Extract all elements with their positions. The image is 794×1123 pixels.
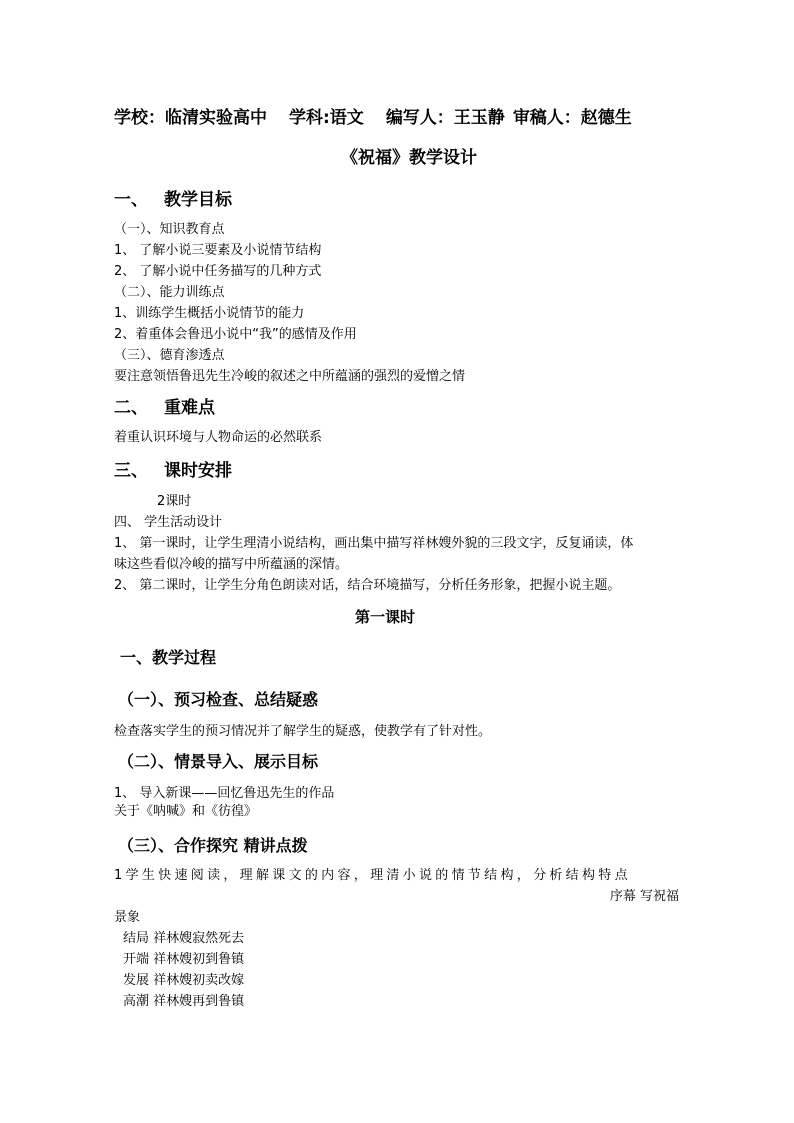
lesson-1-title: 第一课时 [355,608,416,626]
list-item: 1、 第一课时，让学生理清小说结构，画出集中描写祥林嫂外貌的三段文字，反复诵读，体 [114,536,634,551]
section-3-heading [114,461,232,481]
teaching-process-heading: 一、教学过程 [120,648,217,667]
section-1-heading [114,190,232,210]
list-item: 1、 导入新课——回忆鲁迅先生的作品 [114,786,335,801]
section-1-title: 教学目标 [164,190,232,210]
section-2-heading [114,398,215,418]
structure-item: 高潮 祥林嫂再到鲁镇 [123,994,245,1009]
list-item-continuation: 关于《呐喊》和《彷徨》 [114,804,258,819]
subsection-1-3-heading: （三）、德育渗透点 [114,348,225,363]
header-school: 学校：临清实验高中 [114,108,267,128]
paragraph: 着重认识环境与人物命运的必然联系 [114,430,323,445]
paragraph: 1学生快速阅读，理解课文的内容，理清小说的情节结构，分析结构特点 [114,868,631,883]
document-title: 《祝福》教学设计 [341,148,477,168]
header-author: 编写人：王玉静 [385,108,505,128]
section-1-number: 一、 [114,190,148,210]
list-item-continuation: 味这些看似冷峻的描写中所蕴涵的深情。 [114,557,349,572]
list-item: 2、 第二课时，让学生分角色朗读对话，结合环境描写，分析任务形象，把握小说主题。 [114,578,621,593]
section-4-heading: 四、 学生活动设计 [114,515,223,530]
structure-item: 开端 祥林嫂初到鲁镇 [123,952,245,967]
section-3-title: 课时安排 [164,461,232,481]
document-header [114,108,632,128]
paragraph: 检查落实学生的预习情况并了解学生的疑惑，使教学有了针对性。 [114,724,492,739]
structure-item: 结局 祥林嫂寂然死去 [123,931,245,946]
part-3-heading: （三）、合作探究 精讲点拨 [118,836,308,855]
part-1-heading: （一）、预习检查、总结疑惑 [118,690,319,709]
subsection-1-1-heading: （一）、知识教育点 [114,222,225,237]
structure-item: 发展 祥林嫂初卖改嫁 [123,973,245,988]
paragraph: 2课时 [157,494,192,509]
section-3-number: 三、 [114,461,148,481]
paragraph: 要注意领悟鲁迅先生冷峻的叙述之中所蕴涵的强烈的爱憎之情 [114,369,466,384]
part-2-heading: （二）、情景导入、展示目标 [118,752,319,771]
structure-prologue: 序幕 写祝福 [609,889,679,904]
header-subject: 学科:语文 [289,108,364,128]
section-2-title: 重难点 [164,398,215,418]
list-item: 1、训练学生概括小说情节的能力 [114,306,305,321]
paragraph-continuation: 景象 [114,910,141,925]
header-reviewer: 审稿人：赵德生 [512,108,632,128]
list-item: 2、着重体会鲁迅小说中“我”的感情及作用 [114,327,357,342]
subsection-1-2-heading: （二）、能力训练点 [114,285,225,300]
list-item: 1、 了解小说三要素及小说情节结构 [114,243,322,258]
list-item: 2、 了解小说中任务描写的几种方式 [114,264,322,279]
section-2-number: 二、 [114,398,148,418]
